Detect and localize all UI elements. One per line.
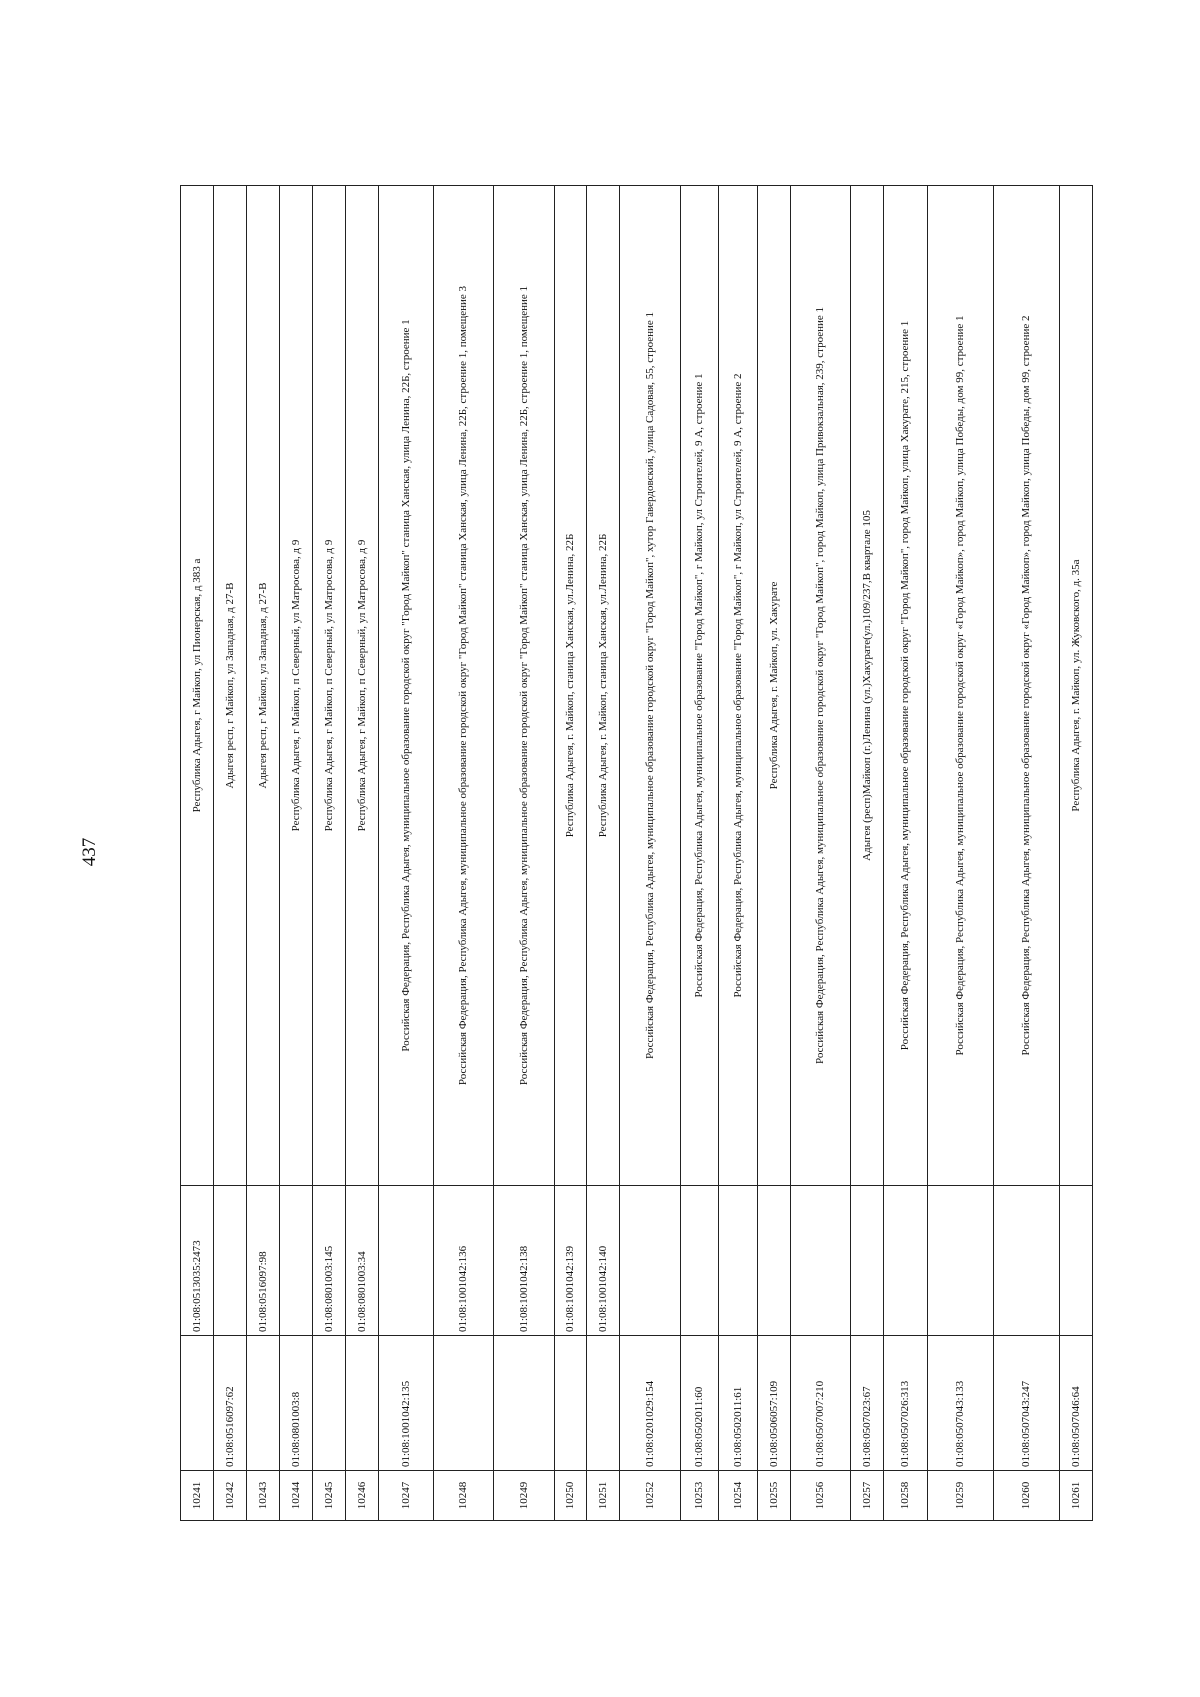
cadastral-number-1: 01:08:0502011:61 — [719, 1336, 757, 1471]
cadastral-number-2 — [790, 1186, 850, 1336]
row-number: 10247 — [378, 1471, 433, 1521]
cadastral-number-1 — [494, 1336, 554, 1471]
cadastral-number-2 — [719, 1186, 757, 1336]
address: Российская Федерация, Республика Адыгея, муниципальное образование "Город Майкоп", г Майкоп, ул Строителей, 9 А, строение 2 — [719, 186, 757, 1186]
cadastral-number-2: 01:08:0801003:34 — [345, 1186, 378, 1336]
row-number: 10246 — [345, 1471, 378, 1521]
table-row — [719, 186, 757, 1521]
row-number: 10248 — [433, 1471, 493, 1521]
cadastral-number-2: 01:08:1001042:138 — [494, 1186, 554, 1336]
cadastral-number-1: 01:08:0801003:8 — [279, 1336, 312, 1471]
table-row — [620, 186, 680, 1521]
address: Российская Федерация, Республика Адыгея, муниципальное образование городской округ «Город Майкоп», город Майкоп, улица Победы, дом 99, строение 1 — [928, 186, 994, 1186]
table-row — [181, 186, 214, 1521]
cadastral-number-2: 01:08:0516097:98 — [246, 1186, 279, 1336]
row-number: 10252 — [620, 1471, 680, 1521]
cadastral-table — [180, 185, 1093, 1521]
cadastral-number-2 — [378, 1186, 433, 1336]
cadastral-number-1 — [312, 1336, 345, 1471]
cadastral-number-2: 01:08:0801003:145 — [312, 1186, 345, 1336]
table-row — [378, 186, 433, 1521]
address: Российская Федерация, Республика Адыгея, муниципальное образование "Город Майкоп", г Майкоп, ул Строителей, 9 А, строение 1 — [680, 186, 718, 1186]
table-row — [554, 186, 587, 1521]
cadastral-number-1: 01:08:0507007:210 — [790, 1336, 850, 1471]
cadastral-number-2 — [620, 1186, 680, 1336]
cadastral-number-2 — [213, 1186, 246, 1336]
address: Российская Федерация, Республика Адыгея, муниципальное образование городской округ "Город Майкоп", город Майкоп, улица Привокзальная, 239, строение 1 — [790, 186, 850, 1186]
cadastral-number-1: 01:08:0502011:60 — [680, 1336, 718, 1471]
table-row — [993, 186, 1059, 1521]
cadastral-number-1: 01:08:0507043:133 — [928, 1336, 994, 1471]
cadastral-number-1: 01:08:0507023:67 — [851, 1336, 884, 1471]
table-row — [790, 186, 850, 1521]
address: Республика Адыгея, г. Майкоп, станица Ханская, ул.Ленина, 22Б — [554, 186, 587, 1186]
row-number: 10254 — [719, 1471, 757, 1521]
address: Российская Федерация, Республика Адыгея, муниципальное образование городской округ "Город Майкоп" станица Ханская, улица Ленина, 22Б, строение 1 — [378, 186, 433, 1186]
address: Республика Адыгея, г. Майкоп, ул. Хакурате — [757, 186, 790, 1186]
cadastral-number-2 — [928, 1186, 994, 1336]
address: Адыгея респ, г Майкоп, ул Западная, д 27-В — [213, 186, 246, 1186]
table-row — [246, 186, 279, 1521]
row-number: 10244 — [279, 1471, 312, 1521]
address: Республика Адыгея, г Майкоп, п Северный, ул Матросова, д 9 — [279, 186, 312, 1186]
table-row — [680, 186, 718, 1521]
cadastral-number-2 — [851, 1186, 884, 1336]
cadastral-number-2: 01:08:1001042:139 — [554, 1186, 587, 1336]
cadastral-number-1 — [554, 1336, 587, 1471]
row-number: 10250 — [554, 1471, 587, 1521]
table-row — [851, 186, 884, 1521]
row-number: 10245 — [312, 1471, 345, 1521]
table-row — [279, 186, 312, 1521]
cadastral-number-1 — [587, 1336, 620, 1471]
cadastral-number-1 — [181, 1336, 214, 1471]
row-number: 10243 — [246, 1471, 279, 1521]
table-row — [884, 186, 928, 1521]
table-row — [1059, 186, 1092, 1521]
address: Российская Федерация, Республика Адыгея, муниципальное образование городской округ "Город Майкоп" станица Ханская, улица Ленина, 22Б, строение 1, помещение 3 — [433, 186, 493, 1186]
cadastral-number-1: 01:08:0507043:247 — [993, 1336, 1059, 1471]
address: Республика Адыгея, г Майкоп, ул Пионерская, д 383 а — [181, 186, 214, 1186]
cadastral-number-2: 01:08:1001042:140 — [587, 1186, 620, 1336]
row-number: 10256 — [790, 1471, 850, 1521]
page-number: 437 — [79, 837, 100, 867]
cadastral-number-2: 01:08:1001042:136 — [433, 1186, 493, 1336]
row-number: 10242 — [213, 1471, 246, 1521]
table-row — [494, 186, 554, 1521]
address: Республика Адыгея, г Майкоп, п Северный, ул Матросова, д 9 — [312, 186, 345, 1186]
rotated-table-container — [180, 186, 1093, 1521]
address: Республика Адыгея, г. Майкоп, ул. Жуковского, д. 35а — [1059, 186, 1092, 1186]
cadastral-number-1: 01:08:0507026:313 — [884, 1336, 928, 1471]
cadastral-number-1: 01:08:0201029:154 — [620, 1336, 680, 1471]
address: Российская Федерация, Республика Адыгея, муниципальное образование городской округ «Город Майкоп», город Майкоп, улица Победы, дом 99, строение 2 — [993, 186, 1059, 1186]
table-row — [587, 186, 620, 1521]
table-row — [213, 186, 246, 1521]
cadastral-number-2 — [279, 1186, 312, 1336]
row-number: 10260 — [993, 1471, 1059, 1521]
address: Республика Адыгея, г Майкоп, п Северный, ул Матросова, д 9 — [345, 186, 378, 1186]
row-number: 10257 — [851, 1471, 884, 1521]
row-number: 10255 — [757, 1471, 790, 1521]
cadastral-number-2: 01:08:0513035:2473 — [181, 1186, 214, 1336]
cadastral-number-1: 01:08:0516097:62 — [213, 1336, 246, 1471]
row-number: 10258 — [884, 1471, 928, 1521]
cadastral-number-1: 01:08:0506057:109 — [757, 1336, 790, 1471]
address: Российская Федерация, Республика Адыгея, муниципальное образование городской округ "Город Майкоп" станица Ханская, улица Ленина, 22Б, строение 1, помещение 1 — [494, 186, 554, 1186]
cadastral-number-1: 01:08:1001042:135 — [378, 1336, 433, 1471]
cadastral-number-2 — [757, 1186, 790, 1336]
cadastral-number-1 — [246, 1336, 279, 1471]
row-number: 10249 — [494, 1471, 554, 1521]
row-number: 10251 — [587, 1471, 620, 1521]
address: Российская Федерация, Республика Адыгея, муниципальное образование городской округ "Город Майкоп", хутор Гавердовский, улица Садовая, 55, строение 1 — [620, 186, 680, 1186]
address: Республика Адыгея, г. Майкоп, станица Ханская, ул.Ленина, 22Б — [587, 186, 620, 1186]
table-row — [757, 186, 790, 1521]
row-number: 10253 — [680, 1471, 718, 1521]
row-number: 10261 — [1059, 1471, 1092, 1521]
cadastral-number-2 — [993, 1186, 1059, 1336]
table-row — [345, 186, 378, 1521]
row-number: 10241 — [181, 1471, 214, 1521]
cadastral-number-2 — [884, 1186, 928, 1336]
cadastral-number-1 — [345, 1336, 378, 1471]
address: Адыгея (респ)Майкоп (г.)Ленина (ул.)Хакурате(ул.)109/237,В квартале 105 — [851, 186, 884, 1186]
table-row — [928, 186, 994, 1521]
cadastral-number-2 — [680, 1186, 718, 1336]
table-row — [312, 186, 345, 1521]
cadastral-number-1: 01:08:0507046:64 — [1059, 1336, 1092, 1471]
address: Российская Федерация, Республика Адыгея, муниципальное образование городской округ "Город Майкоп", город Майкоп, улица Хакурате, 215, строение 1 — [884, 186, 928, 1186]
cadastral-number-1 — [433, 1336, 493, 1471]
row-number: 10259 — [928, 1471, 994, 1521]
table-row — [433, 186, 493, 1521]
address: Адыгея респ, г Майкоп, ул Западная, д 27-В — [246, 186, 279, 1186]
cadastral-number-2 — [1059, 1186, 1092, 1336]
